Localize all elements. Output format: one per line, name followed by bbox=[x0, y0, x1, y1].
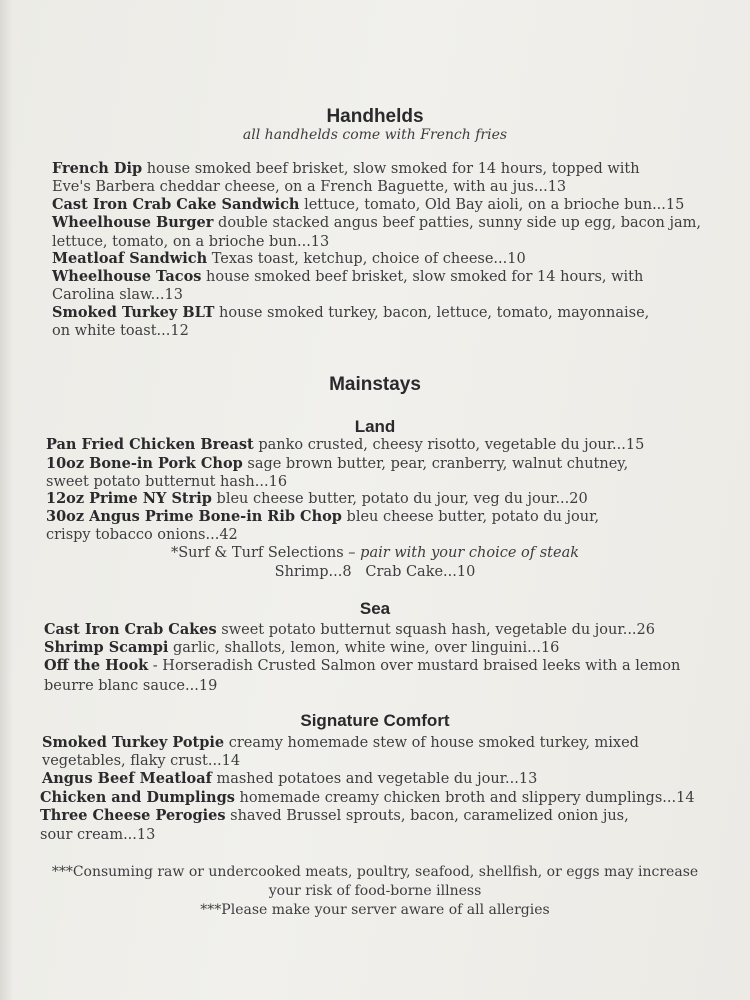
menu-item-chicken-dumplings: Chicken and Dumplings homemade creamy chicken broth and slippery dumplings...14 bbox=[40, 789, 695, 806]
menu-item-meatloaf-sandwich: Meatloaf Sandwich Texas toast, ketchup, choice of cheese...10 bbox=[52, 250, 526, 267]
menu-item-desc: on white toast...12 bbox=[52, 323, 189, 339]
surf-turf-options: Shrimp...8 Crab Cake...10 bbox=[274, 564, 476, 580]
menu-item-desc: sour cream...13 bbox=[40, 827, 156, 843]
menu-item-desc: crispy tobacco onions...42 bbox=[46, 527, 238, 543]
menu-item-smoked-turkey-blt: Smoked Turkey BLT house smoked turkey, bacon, lettuce, tomato, mayonnaise, bbox=[52, 304, 650, 321]
signature-comfort-title: Signature Comfort bbox=[300, 711, 450, 730]
menu-item-crab-cakes: Cast Iron Crab Cakes sweet potato butternut squash hash, vegetable du jour...26 bbox=[44, 621, 655, 638]
menu-item-turkey-potpie: Smoked Turkey Potpie creamy homemade stew of house smoked turkey, mixed bbox=[42, 734, 639, 751]
page-edge-shadow bbox=[0, 0, 12, 1000]
menu-item-desc: vegetables, flaky crust...14 bbox=[42, 753, 241, 769]
menu-item-french-dip: French Dip house smoked beef brisket, slow smoked for 14 hours, topped with bbox=[52, 160, 640, 177]
menu-item-desc: Carolina slaw...13 bbox=[52, 287, 183, 303]
surf-turf-line: *Surf & Turf Selections – pair with your choice of steak bbox=[170, 545, 580, 561]
menu-item-desc: lettuce, tomato, on a brioche bun...13 bbox=[52, 234, 330, 250]
sea-title: Sea bbox=[359, 599, 391, 618]
menu-item-desc: beurre blanc sauce...19 bbox=[44, 678, 218, 694]
raw-food-warning-cont: your risk of food-borne illness bbox=[268, 883, 482, 899]
menu-item-wheelhouse-tacos: Wheelhouse Tacos house smoked beef brisket, slow smoked for 14 hours, with bbox=[52, 268, 644, 285]
allergy-notice: ***Please make your server aware of all allergies bbox=[200, 902, 550, 918]
menu-item-crab-cake-sandwich: Cast Iron Crab Cake Sandwich lettuce, tomato, Old Bay aioli, on a brioche bun...15 bbox=[52, 196, 685, 213]
menu-item-cheese-perogies: Three Cheese Perogies shaved Brussel sprouts, bacon, caramelized onion jus, bbox=[40, 807, 629, 824]
menu-item-ny-strip: 12oz Prime NY Strip bleu cheese butter, potato du jour, veg du jour...20 bbox=[46, 490, 588, 507]
menu-item-pork-chop: 10oz Bone-in Pork Chop sage brown butter, pear, cranberry, walnut chutney, bbox=[46, 455, 629, 472]
menu-item-shrimp-scampi: Shrimp Scampi garlic, shallots, lemon, white wine, over linguini...16 bbox=[44, 639, 560, 656]
menu-item-desc: Eve's Barbera cheddar cheese, on a French Baguette, with au jus...13 bbox=[52, 179, 567, 195]
handhelds-subtitle: all handhelds come with French fries bbox=[242, 127, 508, 143]
land-title: Land bbox=[354, 417, 396, 436]
menu-item-off-the-hook: Off the Hook - Horseradish Crusted Salmon over mustard braised leeks with a lemon bbox=[44, 657, 681, 674]
menu-item-beef-meatloaf: Angus Beef Meatloaf mashed potatoes and vegetable du jour...13 bbox=[42, 770, 538, 787]
raw-food-warning: ***Consuming raw or undercooked meats, poultry, seafood, shellfish, or eggs may increase bbox=[51, 864, 699, 880]
menu-item-wheelhouse-burger: Wheelhouse Burger double stacked angus beef patties, sunny side up egg, bacon jam, bbox=[52, 214, 701, 231]
menu-item-chicken-breast: Pan Fried Chicken Breast panko crusted, cheesy risotto, vegetable du jour...15 bbox=[46, 436, 645, 453]
menu-item-rib-chop: 30oz Angus Prime Bone-in Rib Chop bleu cheese butter, potato du jour, bbox=[46, 508, 600, 525]
handhelds-title: Handhelds bbox=[326, 106, 424, 127]
menu-item-desc: sweet potato butternut hash...16 bbox=[46, 474, 288, 490]
mainstays-title: Mainstays bbox=[329, 374, 421, 395]
